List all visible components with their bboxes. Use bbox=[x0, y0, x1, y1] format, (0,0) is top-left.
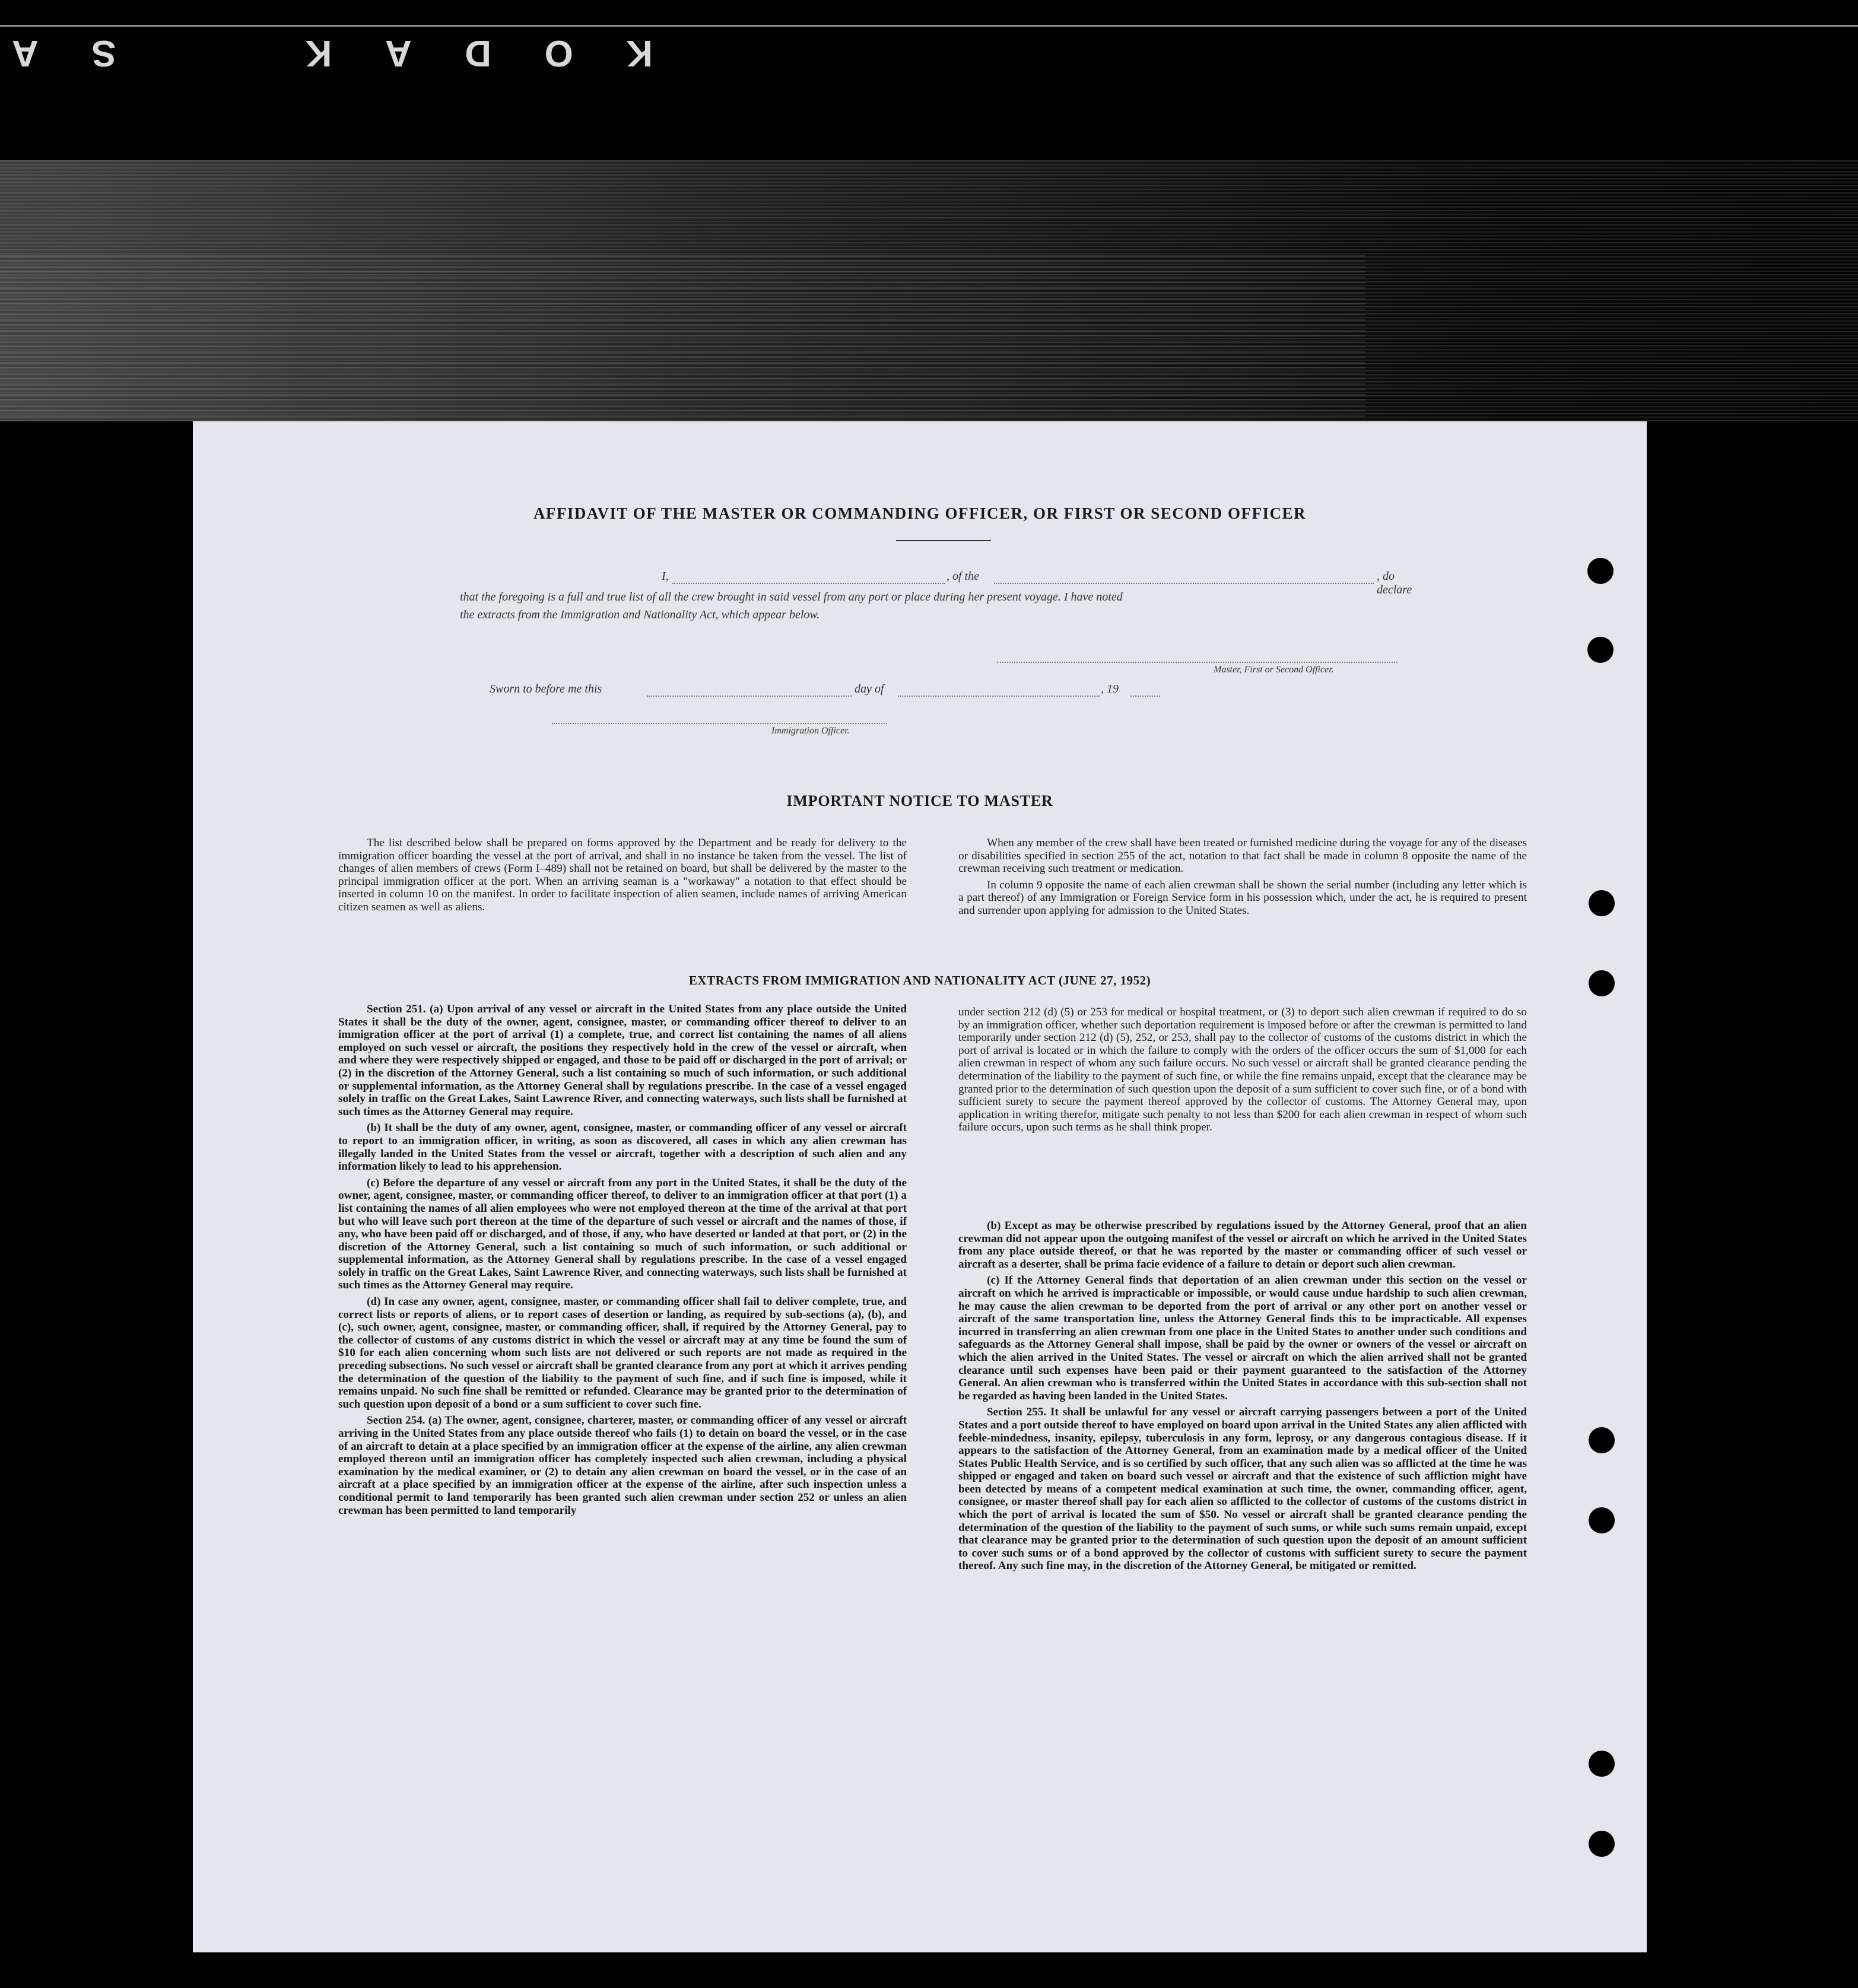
film-edge-letter: A bbox=[385, 33, 412, 74]
officer-signature-caption: Immigration Officer. bbox=[771, 726, 850, 736]
affidavit-line-2: that the foregoing is a full and true list of all the crew brought in said vessel from any port or place during her present voyage. I have noted bbox=[460, 590, 1123, 604]
sworn-year-field bbox=[1130, 696, 1160, 697]
sworn-month-field bbox=[898, 696, 1100, 697]
notice-right-paragraph: In column 9 opposite the name of each alien crewman shall be shown the serial number (including any letter which is a part thereof) of any Immigration or Foreign Service form in his possession which, under the act, he is required to present and surrender upon applying for admission to the United States. bbox=[958, 878, 1527, 917]
extract-paragraph: (c) If the Attorney General finds that deportation of an alien crewman under this section on the vessel or aircraft on which he arrived is impracticable or impossible, or would cause undue hardship to such alien crewman, he may cause the alien crewman to be deported from the port of arrival or any other port on another vessel or aircraft of the same transportation line, unless the Attorney General finds this to be impracticable. All expenses incurred in transferring an alien crewman from one place in the United States to another under such conditions and safeguards as the Attorney General shall impose, shall be paid by the owner or owners of the vessel or aircraft on which the alien arrived in the United States. The vessel or aircraft on which the alien arrived shall not be granted clearance until such expenses have been paid or their payment guaranteed to the satisfaction of the Attorney General. An alien crewman who is transferred within the United States in accordance with this sub-section shall not be regarded as having been landed in the United States. bbox=[958, 1274, 1527, 1402]
affidavit-i-label: I, bbox=[662, 570, 669, 583]
master-signature-caption: Master, First or Second Officer. bbox=[1214, 665, 1334, 675]
punch-hole bbox=[1589, 1831, 1615, 1857]
film-edge-letter: K bbox=[626, 33, 653, 74]
vessel-name-field bbox=[994, 583, 1374, 584]
extracts-title: EXTRACTS FROM IMMIGRATION AND NATIONALITY ACT (JUNE 27, 1952) bbox=[688, 973, 1151, 987]
extracts-left-column bbox=[338, 1003, 907, 1520]
extract-paragraph: (c) Before the departure of any vessel or aircraft from any port in the United States, it shall be the duty of the owner, agent, consignee, master, or commanding officer thereof, to deliver to an immigration officer at that port (1) a list containing the names of all alien employees who were not employed thereon at the time of the arrival at that port but who will leave such port thereon at the time of the departure of such vessel or aircraft and the names of those, if any, who have been paid off or discharged, and of those, if any, who have deserted or landed at that port, or (2) in the discretion of the Attorney General, such a list containing so much of such information, or such additional or supplemental information, as the Attorney General shall by regulations prescribe. In the case of a vessel engaged solely in traffic on the Great Lakes, Saint Lawrence River, and connecting waterways, such lists shall be furnished at such times as the Attorney General may require. bbox=[338, 1176, 907, 1292]
notice-title: IMPORTANT NOTICE TO MASTER bbox=[786, 792, 1053, 809]
punch-hole bbox=[1589, 890, 1615, 916]
film-edge-letter: O bbox=[544, 33, 573, 74]
extracts-right-column-top bbox=[958, 1006, 1527, 1138]
microfilm-artifact-band bbox=[0, 255, 1365, 421]
film-edge-letter: K bbox=[305, 33, 332, 74]
sworn-line bbox=[490, 682, 1380, 699]
master-signature-line bbox=[997, 662, 1398, 663]
extract-paragraph: Section 254. (a) The owner, agent, consignee, charterer, master, or commanding officer of any vessel or aircraft arriving in the United States from any place outside thereof who fails (1) to detain on board the vessel, or in the case of an aircraft to detain at a place specified by an immigration officer at the expense of the airline, any alien crewman employed thereon until an immigration officer has completely inspected such alien crewman, including a physical examination by the medical examiner, or (2) to detain any alien crewman on board the vessel, or in the case of an aircraft at a place specified by an immigration officer at the expense of the airline, after such inspection unless a conditional permit to land temporarily has been granted such alien crewman under section 252 or unless an alien crewman has been permitted to land temporarily bbox=[338, 1414, 907, 1517]
extract-paragraph: Section 255. It shall be unlawful for any vessel or aircraft carrying passengers between a port of the United States and a port outside thereof to have employed on board upon arrival in the United States any alien afflicted with feeble-mindedness, insanity, epilepsy, tuberculosis in any form, leprosy, or any dangerous contagious disease. If it appears to the satisfaction of the Attorney General, from an examination made by a medical officer of the United States Public Health Service, and is so certified by such officer, that any such alien was so afflicted at the time he was shipped or engaged and taken on board such vessel or aircraft and that the existence of such affliction might have been detected by means of a competent medical examination at such time, the owner, commanding officer, agent, consignee, or master thereof shall pay for each alien so afflicted to the collector of customs of the customs district in which the port of arrival is located the sum of $50. No vessel or aircraft shall be granted clearance pending the determination of the question of the liability to the payment of such sums, or while such sums remain unpaid, except that clearance may be granted prior to the determination of such question upon the deposit of an amount sufficient to cover such sums or of a bond approved by the collector of customs with sufficient surety to secure the payment thereof. Any such fine may, in the discretion of the Attorney General, be mitigated or remitted. bbox=[958, 1406, 1527, 1573]
document-page bbox=[193, 421, 1647, 1952]
extracts-right-column-bottom bbox=[958, 1220, 1527, 1576]
sworn-day-of: day of bbox=[855, 682, 884, 696]
officer-signature-line bbox=[552, 723, 887, 724]
extract-paragraph: (b) It shall be the duty of any owner, agent, consignee, master, or commanding officer of any vessel or aircraft to report to an immigration officer, in writing, as soon as discovered, all cases in which any alien crewman has illegally landed in the United States from the vessel or aircraft, together with a description of such alien and any information likely to lead to his apprehension. bbox=[338, 1122, 907, 1173]
notice-left-paragraph: The list described below shall be prepared on forms approved by the Department and be ready for delivery to the immigration officer boarding the vessel at the port of arrival, and shall in no instance be taken from the vessel. The list of changes of alien members of crews (Form I–489) shall not be retained on board, but shall be delivered by the master to the principal immigration officer at the port. When an arriving seaman is a "workaway" a notation to that effect should be inserted in column 10 on the manifest. In order to facilitate inspection of alien seamen, include names of arriving American citizen seamen as well as aliens. bbox=[338, 837, 907, 913]
master-name-field bbox=[672, 583, 945, 584]
affidavit-of-the-label: , of the bbox=[947, 570, 979, 583]
extract-paragraph: under section 212 (d) (5) or 253 for medical or hospital treatment, or (3) to deport such alien crewman if required to do so by an immigration officer, whether such deportation requirement is imposed before or after the crewman is permitted to land temporarily under section 212 (d) (5), 252, or 253, shall pay to the collector of customs of the customs district in which the port of arrival is located or in which the failure to comply with the orders of the officer occurs the sum of $1,000 for each alien crewman in respect of whom any such failure occurs. No such vessel or aircraft shall be granted clearance pending the determination of the liability to the payment of such fine, or while the fine remains unpaid, except that the clearance may be granted prior to the determination of such question upon the deposit of a sum sufficient to cover such fine, or of a bond with sufficient surety to secure the payment thereof approved by the collector of customs. The Attorney General may, upon application in writing therefor, mitigate such penalty to not less than $200 for each alien crewman in respect of whom such failure occurs, upon such terms as he shall think proper. bbox=[958, 1006, 1527, 1134]
sworn-year: , 19 bbox=[1101, 682, 1119, 696]
notice-right-paragraph: When any member of the crew shall have been treated or furnished medicine during the voyage for any of the diseases or disabilities specified in section 255 of the act, notation to that fact shall be made in column 8 opposite the name of the crewman receiving such treatment or medication. bbox=[958, 837, 1527, 875]
punch-hole bbox=[1587, 637, 1614, 663]
punch-hole bbox=[1589, 1751, 1615, 1777]
punch-hole bbox=[1587, 558, 1614, 584]
extract-paragraph: (b) Except as may be otherwise prescribed by regulations issued by the Attorney General, proof that an alien crewman did not appear upon the outgoing manifest of the vessel or aircraft on which he arrived in the United States from any place outside thereof, or that he was reported by the master or commanding officer of such vessel or aircraft as a deserter, shall be prima facie evidence of a failure to detain or deport such alien crewman. bbox=[958, 1220, 1527, 1271]
affidavit-line-1 bbox=[472, 570, 1412, 596]
punch-hole bbox=[1589, 1427, 1615, 1453]
notice-right-column bbox=[958, 837, 1527, 921]
extract-paragraph: (d) In case any owner, agent, consignee, master, or commanding officer shall fail to deliver complete, true, and correct lists or reports of aliens, or to report cases of desertion or landing, as required by sub-sections (a), (b), and (c), such owner, agent, consignee, master, or commanding officer, shall, if required by the Attorney General, pay to the collector of customs of any customs district in which the vessel or aircraft may at any time be found the sum of $10 for each alien concerning whom such lists are not delivered or such reports are not made as required in the preceding subsections. No such vessel or aircraft shall be granted clearance from any port at which it arrives pending the determination of the question of the liability to the payment of such fine, and if such fine is imposed, while it remains unpaid. No such fine shall be remitted or refunded. Clearance may be granted prior to the determination of such question upon deposit of a bond or a sum sufficient to cover such fine. bbox=[338, 1295, 907, 1411]
extract-paragraph: Section 251. (a) Upon arrival of any vessel or aircraft in the United States from any place outside the United States it shall be the duty of the owner, agent, consignee, master, or commanding officer thereof to deliver to an immigration officer at the port of arrival (1) a complete, true, and correct list containing the names of all aliens employed on such vessel or aircraft, the positions they respectively hold in the crew of the vessel or aircraft, when and where they were respectively shipped or engaged, and those to be paid off or discharged in the port of arrival; or (2) in the discretion of the Attorney General, such a list containing so much of such information, or such additional or supplemental information, as the Attorney General shall by regulations prescribe. In the case of a vessel engaged solely in traffic on the Great Lakes, Saint Lawrence River, and connecting waterways, such lists shall be furnished at such times as the Attorney General may require. bbox=[338, 1003, 907, 1118]
sworn-date-field bbox=[647, 696, 852, 697]
affidavit-title: AFFIDAVIT OF THE MASTER OR COMMANDING OFFICER, OR FIRST OR SECOND OFFICER bbox=[533, 504, 1307, 522]
film-edge-letter: S bbox=[91, 33, 116, 74]
sworn-prefix: Sworn to before me this bbox=[490, 682, 602, 696]
film-edge-line bbox=[0, 25, 1858, 27]
title-divider bbox=[896, 540, 991, 541]
film-edge-letter: D bbox=[465, 33, 491, 74]
affidavit-line-3: the extracts from the Immigration and Nationality Act, which appear below. bbox=[460, 608, 820, 621]
affidavit-declare-label: , do declare bbox=[1377, 570, 1412, 596]
punch-hole bbox=[1589, 1507, 1615, 1533]
notice-left-column bbox=[338, 837, 907, 917]
film-edge-letter: A bbox=[12, 33, 39, 74]
kodak-film-edge-print bbox=[0, 33, 665, 74]
